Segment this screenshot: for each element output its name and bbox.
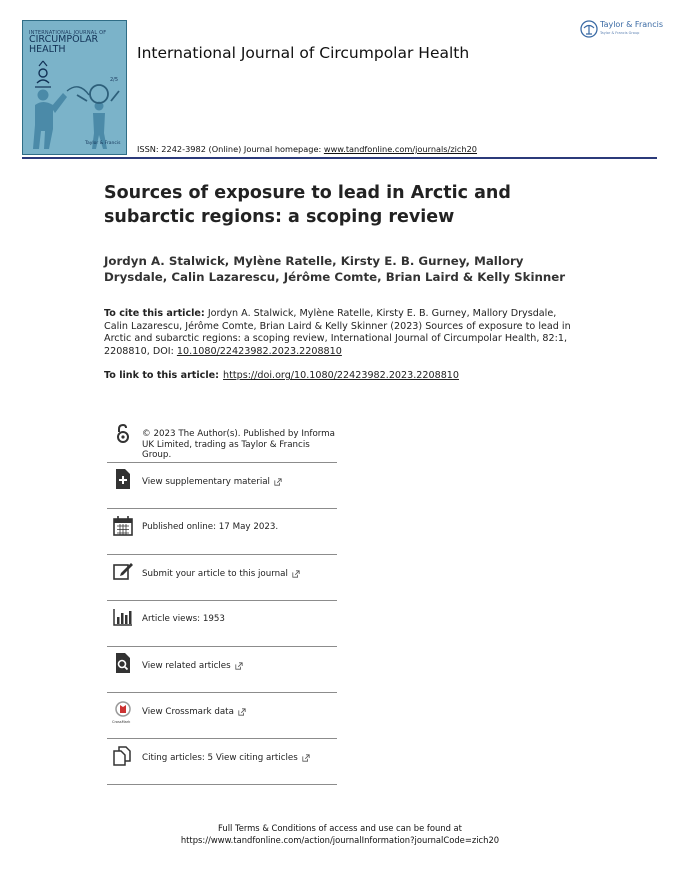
citing-row[interactable]: [107, 739, 337, 785]
supplementary-text[interactable]: View supplementary material: [142, 477, 270, 487]
cover-title-line1: CIRCUMPOLAR: [29, 34, 99, 45]
open-access-icon: [113, 424, 133, 444]
citation-block: [104, 308, 574, 358]
article-title: Sources of exposure to lead in Arctic and subarctic regions: a scoping review: [104, 183, 511, 227]
cover-top-line: INTERNATIONAL JOURNAL OF: [29, 30, 107, 36]
external-link-icon: [238, 708, 246, 716]
journal-homepage-link[interactable]: www.tandfonline.com/journals/zich20: [323, 144, 478, 154]
bar-chart-icon: [113, 607, 133, 627]
cover-art-figures: [23, 21, 126, 154]
external-link-icon: [302, 754, 310, 762]
views-row: [107, 601, 337, 647]
doi-link[interactable]: 10.1080/22423982.2023.2208810: [176, 345, 342, 357]
footer-line1: Full Terms & Conditions of access and use can be found at: [218, 823, 462, 833]
journal-cover-image: [22, 20, 127, 155]
crossmark-label[interactable]: [142, 707, 246, 717]
external-link-icon: [235, 662, 243, 670]
crossmark-icon: [113, 701, 133, 721]
citing-label[interactable]: [142, 753, 310, 763]
submit-label[interactable]: [142, 569, 300, 579]
crossmark-text[interactable]: View Crossmark data: [142, 707, 234, 717]
external-link-icon: [292, 570, 300, 578]
article-link-block: [104, 370, 459, 381]
supplementary-row[interactable]: [107, 463, 337, 509]
article-views: Article views: 1953: [142, 614, 225, 624]
cover-publisher-mark: Taylor & Francis: [85, 141, 121, 146]
external-link-icon: [274, 478, 282, 486]
article-link[interactable]: https://doi.org/10.1080/22423982.2023.2208810: [223, 370, 460, 381]
cite-text: Jordyn A. Stalwick, Mylène Ratelle, Kirsty E. B. Gurney, Mallory Drysdale, Calin Lazarescu, Jérôme Comte, Brian Laird & Kelly Skinner (2023) Sources of exposure to lead in Arctic and subarctic regions: a scoping review, International Journal of Circumpolar Health, 82:1, 2208810, DOI:: [104, 308, 571, 357]
open-access-row: [107, 420, 337, 463]
crossmark-icon-text: CrossMark: [112, 720, 131, 724]
cover-volume: 2/5: [109, 77, 118, 83]
related-text[interactable]: View related articles: [142, 661, 231, 671]
footer-terms-link[interactable]: https://www.tandfonline.com/action/journalInformation?journalCode=zich20: [180, 834, 500, 845]
document-search-icon: [113, 653, 133, 673]
journal-title: International Journal of Circumpolar Health: [137, 44, 470, 62]
copyright-text: © 2023 The Author(s). Published by Informa UK Limited, trading as Taylor & Francis Group.: [142, 429, 335, 460]
citing-text[interactable]: Citing articles: 5 View citing articles: [142, 753, 298, 763]
document-plus-icon: [113, 469, 133, 489]
submit-text[interactable]: Submit your article to this journal: [142, 569, 288, 579]
author-list: Jordyn A. Stalwick, Mylène Ratelle, Kirsty E. B. Gurney, Mallory Drysdale, Calin Lazarescu, Jérôme Comte, Brian Laird & Kelly Skinner: [104, 254, 566, 284]
published-row: [107, 509, 337, 555]
related-label[interactable]: [142, 661, 243, 671]
header-divider: [22, 157, 657, 159]
cover-title-line2: HEALTH: [29, 43, 66, 55]
cite-label: To cite this article:: [104, 308, 205, 319]
issn-text: ISSN: 2242-3982 (Online) Journal homepage:: [137, 144, 324, 154]
submit-row[interactable]: [107, 555, 337, 601]
crossmark-row[interactable]: [107, 693, 337, 739]
related-row[interactable]: [107, 647, 337, 693]
supplementary-label[interactable]: [142, 477, 282, 487]
row-divider: [107, 784, 337, 785]
link-label: To link to this article:: [104, 370, 219, 381]
publisher-subname: Taylor & Francis Group: [600, 31, 640, 35]
publisher-logo-icon: [580, 20, 598, 38]
edit-icon: [113, 561, 133, 581]
published-date: Published online: 17 May 2023.: [142, 522, 279, 532]
calendar-icon: [113, 516, 133, 536]
publisher-name: Taylor & Francis: [600, 20, 663, 29]
issn-line: [137, 144, 477, 154]
footer: [0, 823, 680, 846]
citing-documents-icon: [113, 746, 133, 766]
